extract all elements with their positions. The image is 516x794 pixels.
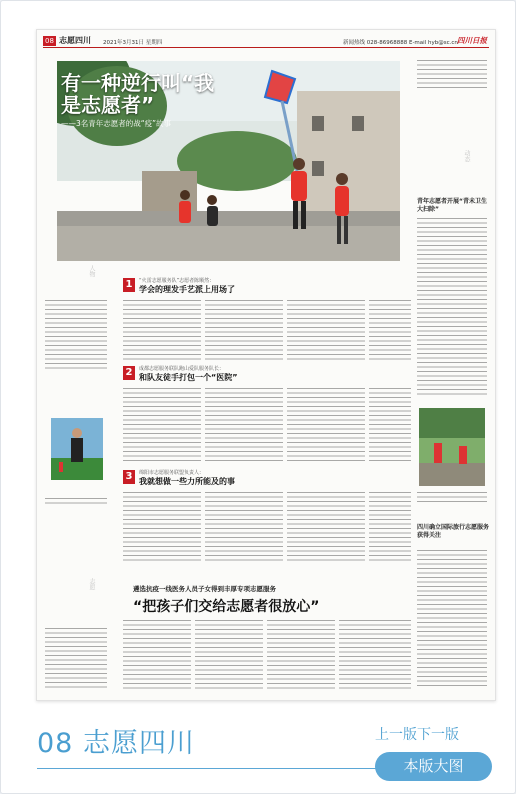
edition-title: 08 志愿四川 [37, 728, 195, 759]
lead-headline: 有一种逆行叫“我是志愿者” [61, 71, 215, 117]
left-column-text [45, 300, 107, 370]
masthead-contact: 新闻热线 028-86968888 E-mail hyb@sc.cn [343, 40, 458, 46]
column-deco-text: 人物 [88, 265, 95, 277]
section-2-heading [123, 366, 238, 383]
masthead-page-number: 08 [45, 37, 54, 45]
lead-headline-block [61, 72, 231, 129]
bottom-col-2 [195, 620, 263, 690]
section-1-col-4 [369, 300, 411, 362]
section-3-col-3 [287, 492, 365, 564]
right-story-1-text [417, 218, 487, 398]
section-2-col-4 [369, 388, 411, 464]
section-3-col-4 [369, 492, 411, 564]
right-photo-caption [417, 492, 487, 504]
section-3-col-2 [205, 492, 283, 564]
right-deco-text: 动态 [463, 150, 470, 162]
bottom-story-kicker: 遴选抗疫一线医务人员子女得到丰厚专项志愿服务 [133, 585, 276, 593]
right-story-3-title: 四川确立国际旅行志愿服务获得关注 [417, 524, 490, 539]
next-page-link[interactable]: 下一版 [417, 727, 459, 743]
bottom-story-headline: “把孩子们交给志愿者很放心” [133, 599, 320, 615]
section-3-kicker: 绵阳市志愿服务联盟负责人： [139, 470, 205, 476]
section-2-col-1 [123, 388, 201, 464]
section-2-title: 和队友徒手打包一个“医院” [139, 373, 238, 382]
section-1-title: 学会的理发手艺派上用场了 [139, 285, 235, 294]
bottom-col-1 [123, 620, 191, 690]
left-column-text-2 [45, 628, 107, 690]
section-2-col-3 [287, 388, 365, 464]
section-3-number: 3 [123, 470, 135, 484]
section-1-col-1 [123, 300, 201, 362]
newspaper-page-image[interactable] [36, 29, 496, 701]
masthead [43, 36, 489, 48]
masthead-date: 2021年3月31日 星期四 [103, 40, 163, 46]
volunteer-portrait-photo [51, 418, 103, 480]
column-deco-text-2: 志愿 [88, 578, 95, 590]
section-1-heading [123, 278, 235, 295]
section-2-number: 2 [123, 366, 135, 380]
section-1-col-2 [205, 300, 283, 362]
right-column-photo [419, 408, 485, 486]
section-3-title: 我就想做一些力所能及的事 [139, 477, 235, 486]
section-3-heading [123, 470, 235, 487]
section-1-col-3 [287, 300, 365, 362]
section-2-col-2 [205, 388, 283, 464]
prev-page-link[interactable]: 上一版 [375, 727, 417, 743]
left-column-photo [51, 418, 103, 480]
left-photo-caption [45, 498, 107, 506]
masthead-page-name: 志愿四川 [59, 36, 91, 45]
section-1-kicker: “火雷志愿服务队”志愿者陈顺然： [139, 278, 215, 284]
right-column-text-top [417, 60, 487, 90]
section-1-number: 1 [123, 278, 135, 292]
section-3-col-1 [123, 492, 201, 564]
right-story-1-title: 青年志愿者开展“青未卫生大扫除” [417, 198, 487, 213]
bottom-col-4 [339, 620, 411, 690]
right-story-3-text [417, 550, 487, 688]
bottom-col-3 [267, 620, 335, 690]
newspaper-logo: 四川日报 [457, 36, 487, 45]
section-2-kicker: 成都志愿服务联队跑山爱队服务队长： [139, 366, 225, 372]
volunteers-outdoor-photo [419, 408, 485, 486]
page-nav [375, 724, 459, 744]
lead-subhead: ——3名青年志愿者的战“疫”故事 [61, 119, 172, 128]
divider-line [37, 768, 377, 769]
full-page-image-button[interactable]: 本版大图 [375, 752, 492, 781]
